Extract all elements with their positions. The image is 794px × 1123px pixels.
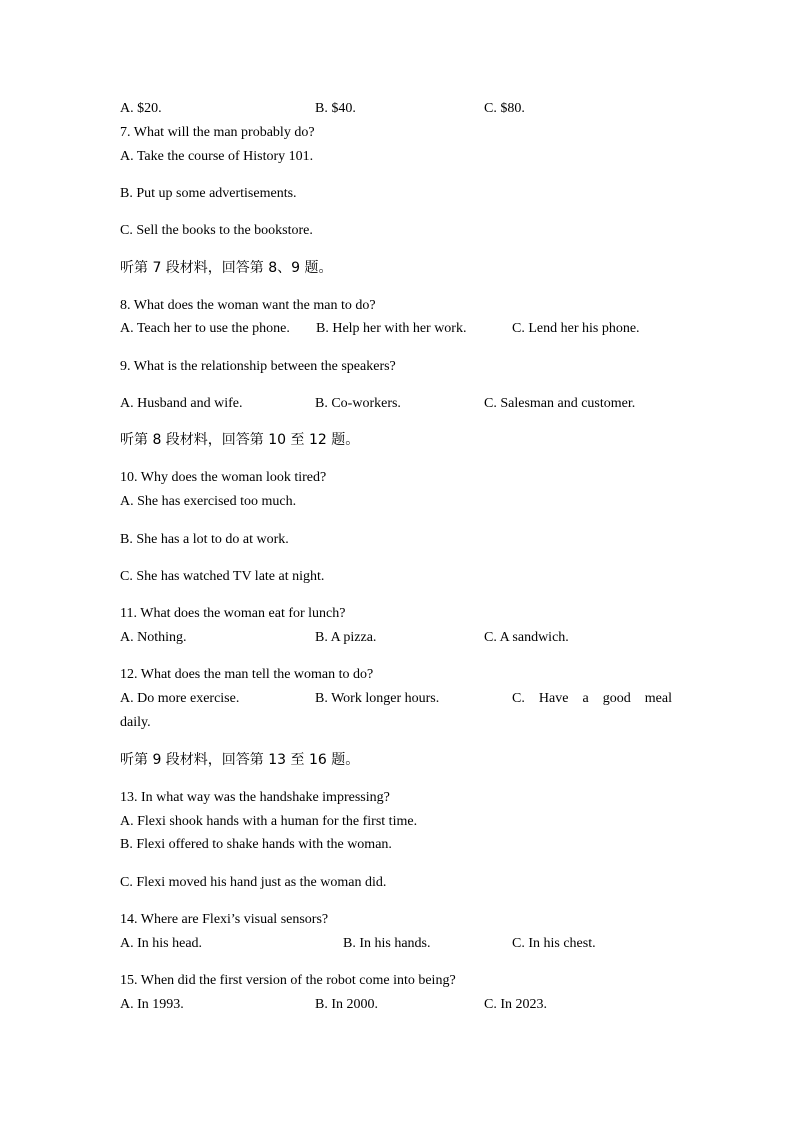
q15-option-a: A. In 1993.	[120, 997, 184, 1012]
q11-option-c: C. A sandwich.	[484, 630, 569, 645]
q15-option-b: B. In 2000.	[315, 997, 378, 1012]
q13-option-a: A. Flexi shook hands with a human for the first time.	[120, 814, 418, 829]
q10-option-b: B. She has a lot to do at work.	[120, 532, 289, 547]
q14-option-c: C. In his chest.	[512, 936, 596, 951]
q15-question: 15. When did the first version of the robot come into being?	[120, 973, 456, 988]
q15-option-c: C. In 2023.	[484, 997, 547, 1012]
q9-option-b: B. Co-workers.	[315, 396, 401, 411]
q14-option-b: B. In his hands.	[343, 936, 431, 951]
q7-option-b: B. Put up some advertisements.	[120, 186, 297, 201]
q8-option-c: C. Lend her his phone.	[512, 321, 640, 336]
q12-question: 12. What does the man tell the woman to do?	[120, 667, 374, 682]
q7-option-a: A. Take the course of History 101.	[120, 149, 314, 164]
q11-question: 11. What does the woman eat for lunch?	[120, 606, 346, 621]
q13-option-b: B. Flexi offered to shake hands with the woman.	[120, 837, 392, 852]
q11-option-a: A. Nothing.	[120, 630, 187, 645]
q6-option-a: A. $20.	[120, 101, 162, 116]
q8-question: 8. What does the woman want the man to do?	[120, 298, 376, 313]
q7-option-c: C. Sell the books to the bookstore.	[120, 223, 313, 238]
q14-option-a: A. In his head.	[120, 936, 203, 951]
q10-option-c: C. She has watched TV late at night.	[120, 569, 325, 584]
q12-option-a: A. Do more exercise.	[120, 691, 240, 706]
q12-option-b: B. Work longer hours.	[315, 691, 440, 706]
section-heading-9: 听第 9 段材料，回答第 13 至 16 题。	[120, 752, 360, 768]
q14-question: 14. Where are Flexi’s visual sensors?	[120, 912, 329, 927]
q9-option-a: A. Husband and wife.	[120, 396, 243, 411]
q8-option-a: A. Teach her to use the phone.	[120, 321, 290, 336]
q10-option-a: A. She has exercised too much.	[120, 494, 297, 509]
q13-option-c: C. Flexi moved his hand just as the woman did.	[120, 875, 387, 890]
section-heading-8: 听第 8 段材料，回答第 10 至 12 题。	[120, 432, 360, 448]
q8-option-b: B. Help her with her work.	[316, 321, 467, 336]
q9-question: 9. What is the relationship between the speakers?	[120, 359, 396, 374]
q10-question: 10. Why does the woman look tired?	[120, 470, 327, 485]
q12-option-c-continued: daily.	[120, 715, 151, 730]
section-heading-7: 听第 7 段材料，回答第 8、9 题。	[120, 260, 333, 276]
q12-option-c: C. Have a good meal	[512, 691, 672, 706]
q11-option-b: B. A pizza.	[315, 630, 377, 645]
q6-option-b: B. $40.	[315, 101, 356, 116]
q9-option-c: C. Salesman and customer.	[484, 396, 636, 411]
q6-option-c: C. $80.	[484, 101, 525, 116]
q7-question: 7. What will the man probably do?	[120, 125, 315, 140]
q13-question: 13. In what way was the handshake impressing?	[120, 790, 390, 805]
